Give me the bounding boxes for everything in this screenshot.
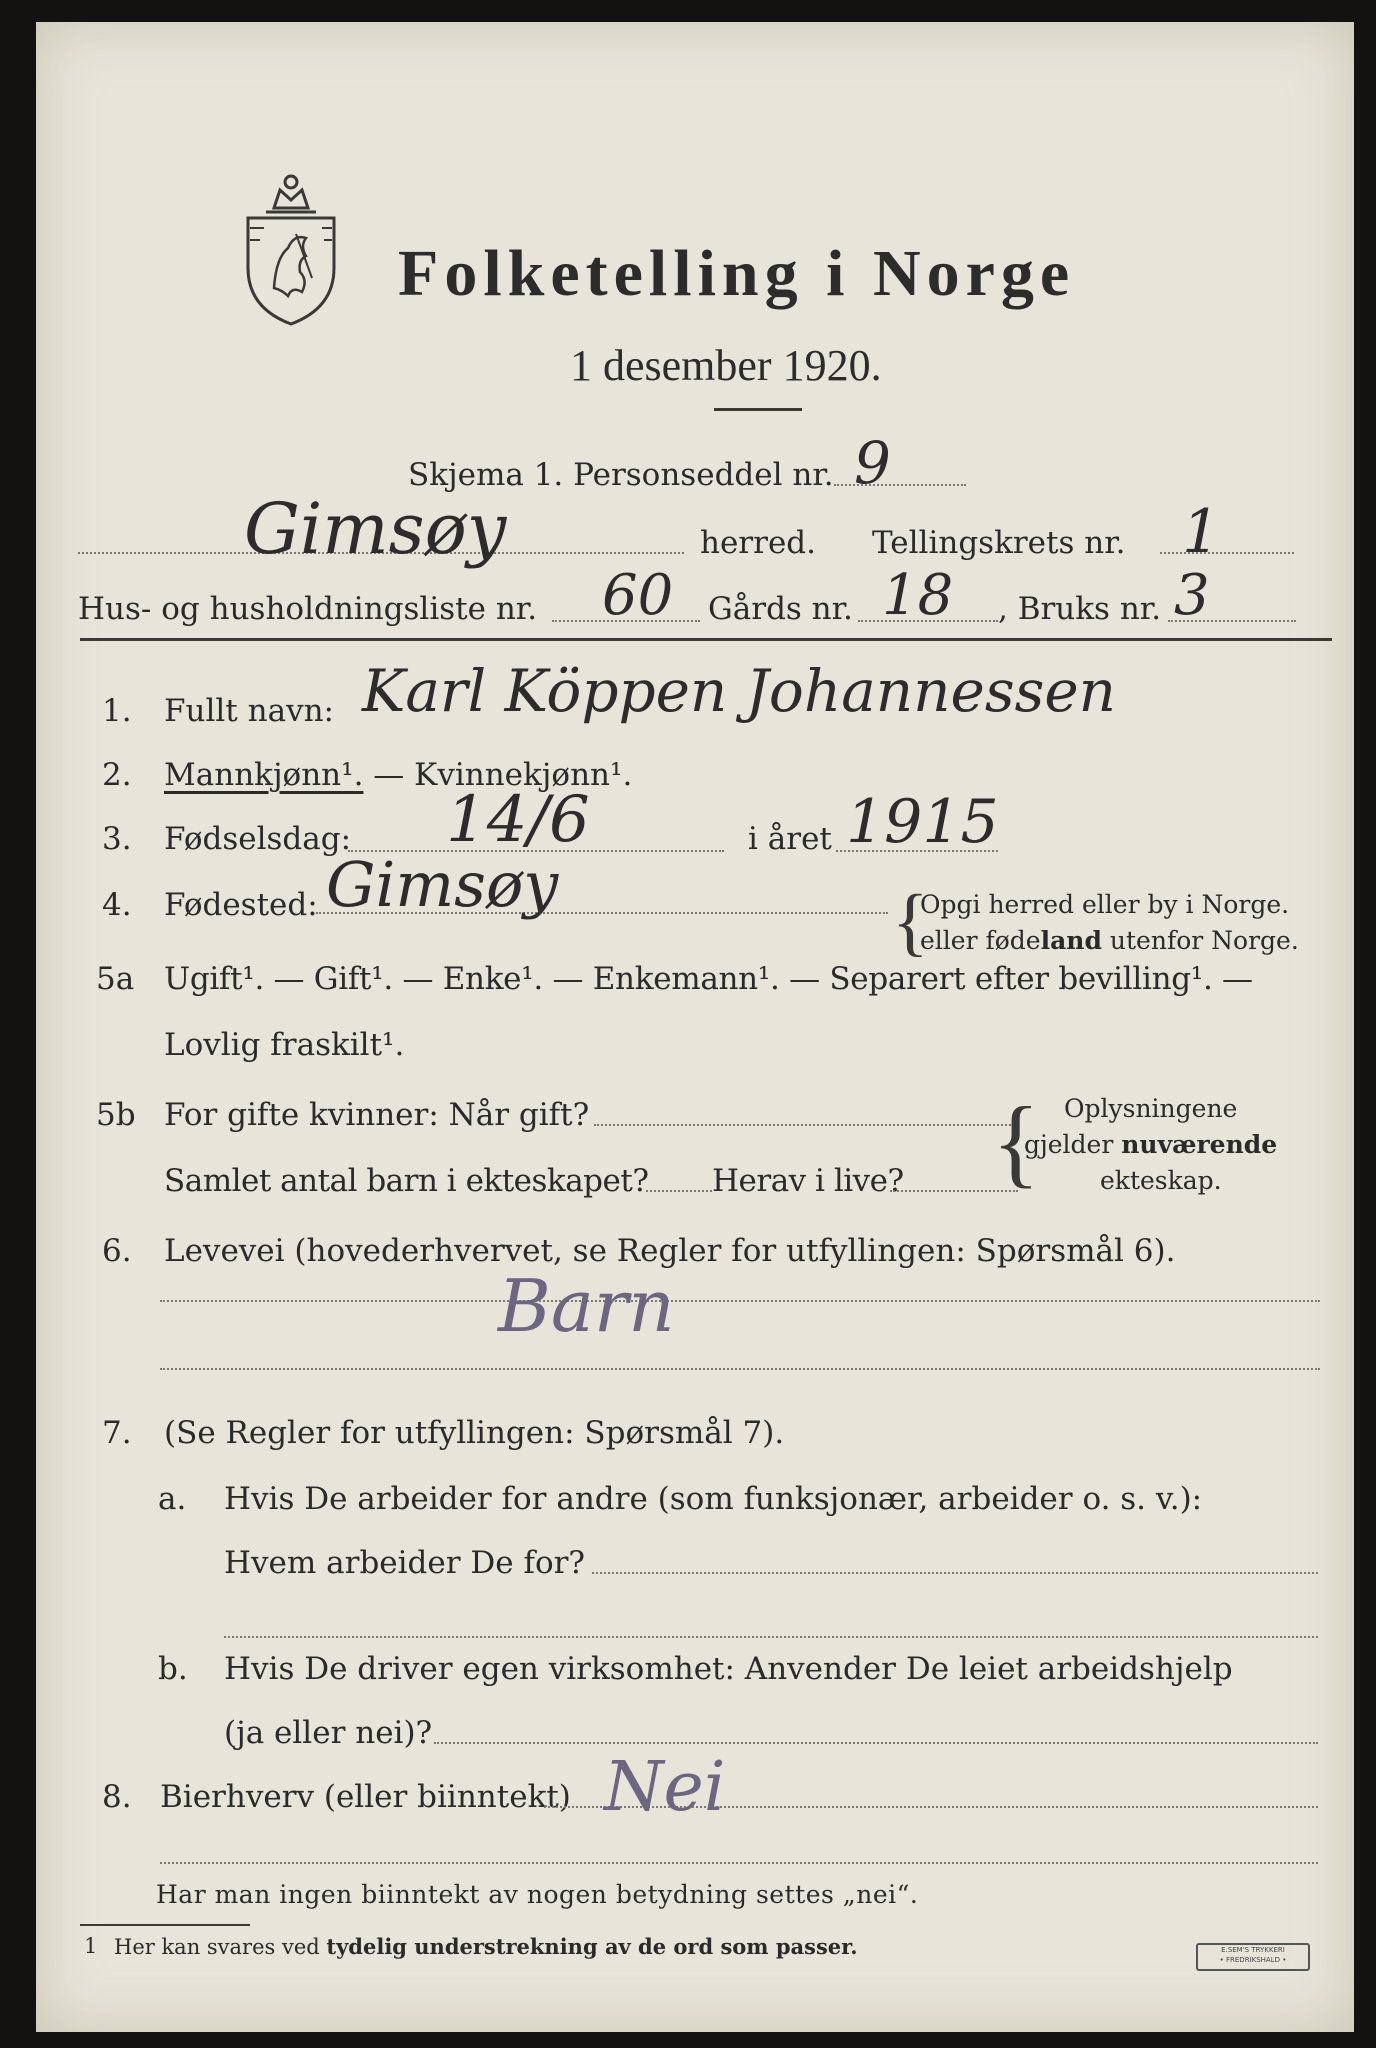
q6-number: 6.	[102, 1233, 132, 1269]
hus-value: 60	[602, 563, 674, 628]
q8-label: Bierhverv (eller biinntekt)	[160, 1779, 571, 1815]
q7-number: 7.	[102, 1415, 132, 1451]
q7a-text: Hvis De arbeider for andre (som funksjonær, arbeider o. s. v.):	[224, 1481, 1203, 1517]
q3-year-value: 1915	[846, 787, 999, 857]
herred-value: Gimsøy	[244, 488, 507, 570]
q4-note-part-b: land	[1040, 926, 1102, 955]
q3-label: Fødselsdag:	[164, 821, 352, 857]
q7b-text: Hvis De driver egen virksomhet: Anvender De leiet arbeidshjelp	[224, 1651, 1233, 1687]
stamp-line1: E.SEM'S TRYKKERI	[1221, 1946, 1285, 1954]
bruks-label: , Bruks nr.	[998, 591, 1162, 627]
q4-note-part-a: eller føde	[920, 926, 1041, 955]
q6-line2	[160, 1368, 1320, 1370]
q3-number: 3.	[102, 821, 132, 857]
q8-line2	[160, 1862, 1318, 1864]
q4-brace: {	[892, 880, 929, 964]
form-title: Folketelling i Norge	[398, 237, 1076, 310]
hus-label: Hus- og husholdningsliste nr.	[78, 591, 538, 627]
q4-number: 4.	[102, 887, 132, 923]
bruks-value: 3	[1174, 563, 1210, 628]
gards-label: Gårds nr.	[708, 591, 853, 627]
gards-value: 18	[882, 563, 954, 628]
q7b-letter: b.	[158, 1651, 188, 1687]
tellingskrets-line	[1160, 552, 1294, 554]
q4-note-line2	[920, 928, 1299, 953]
q4-value: Gimsøy	[326, 848, 559, 921]
q2-mann-option: Mannkjønn¹.	[164, 757, 364, 793]
q6-line1	[160, 1300, 1320, 1302]
q4-note-line1: Opgi herred eller by i Norge.	[920, 890, 1290, 919]
printer-stamp	[1196, 1943, 1310, 1971]
census-form-sheet	[36, 22, 1354, 2032]
census-date: 1 desember 1920.	[570, 341, 882, 390]
q1-label: Fullt navn:	[164, 693, 334, 729]
footnote-text-part-b: tydelig understrekning av de ord som passer.	[326, 1934, 858, 1959]
q5b-note-part-a: gjelder	[1024, 1130, 1122, 1159]
q7a-line2	[224, 1636, 1318, 1638]
q5b-note-line3: ekteskap.	[1100, 1166, 1222, 1195]
footnote-marker: 1	[84, 1934, 98, 1958]
q5b-note-line2	[1024, 1132, 1277, 1157]
title-divider	[714, 408, 802, 411]
q3-day-value: 14/6	[446, 783, 590, 857]
skjema-value: 9	[854, 429, 891, 497]
q2-kvinne-option: Kvinnekjønn¹.	[414, 757, 633, 793]
q7a-letter: a.	[158, 1481, 187, 1517]
q5a-options-line1: Ugift¹. — Gift¹. — Enke¹. — Enkemann¹. — Separert efter bevilling¹. —	[164, 961, 1253, 997]
q6-label: Levevei (hovederhvervet, se Regler for utfyllingen: Spørsmål 6).	[164, 1233, 1176, 1269]
q6-value: Barn	[498, 1264, 675, 1348]
q8-value: Nei	[604, 1748, 726, 1827]
q3-year-label: i året	[748, 821, 832, 857]
tellingskrets-value: 1	[1182, 497, 1221, 567]
tellingskrets-label: Tellingskrets nr.	[872, 525, 1126, 561]
q5b-note-part-b: nuværende	[1121, 1130, 1278, 1159]
q7b-line	[434, 1742, 1318, 1744]
q5b-line1-label: For gifte kvinner: Når gift?	[164, 1097, 590, 1133]
q5b-note-line1: Oplysningene	[1064, 1094, 1238, 1123]
q2-number: 2.	[102, 757, 132, 793]
q7b-question: (ja eller nei)?	[224, 1715, 433, 1751]
q2-separator: —	[363, 757, 415, 793]
q7a-question: Hvem arbeider De for?	[224, 1545, 586, 1581]
q1-number: 1.	[102, 693, 132, 729]
q8-number: 8.	[102, 1779, 132, 1815]
q5b-married-line	[594, 1124, 1018, 1126]
q1-value: Karl Köppen Johannessen	[362, 657, 1117, 725]
q5b-number: 5b	[96, 1097, 136, 1133]
header-rule	[80, 638, 1332, 641]
stamp-line2: • FREDRIKSHALD •	[1219, 1956, 1287, 1964]
q7-label: (Se Regler for utfyllingen: Spørsmål 7).	[164, 1415, 785, 1451]
q5b-children-line	[646, 1190, 712, 1192]
footnote-text	[114, 1936, 858, 1958]
footnote-rule	[80, 1924, 250, 1926]
q4-note-part-c: utenfor Norge.	[1101, 926, 1299, 955]
q5b-brace: {	[992, 1086, 1040, 1197]
skjema-label: Skjema 1. Personseddel nr.	[408, 457, 834, 493]
q4-label: Fødested:	[164, 887, 318, 923]
norway-coat-of-arms-icon	[236, 168, 346, 328]
q5a-options-line2: Lovlig fraskilt¹.	[164, 1027, 405, 1063]
herred-label: herred.	[700, 525, 816, 561]
q8-note: Har man ingen biinntekt av nogen betydning settes „nei“.	[156, 1880, 919, 1909]
footnote-text-part-a: Her kan svares ved	[114, 1935, 327, 1959]
q7a-line1	[592, 1572, 1318, 1574]
q5a-number: 5a	[96, 961, 135, 997]
q5b-alive-label: Herav i live?	[712, 1163, 904, 1199]
q5b-children-label: Samlet antal barn i ekteskapet?	[164, 1163, 649, 1199]
